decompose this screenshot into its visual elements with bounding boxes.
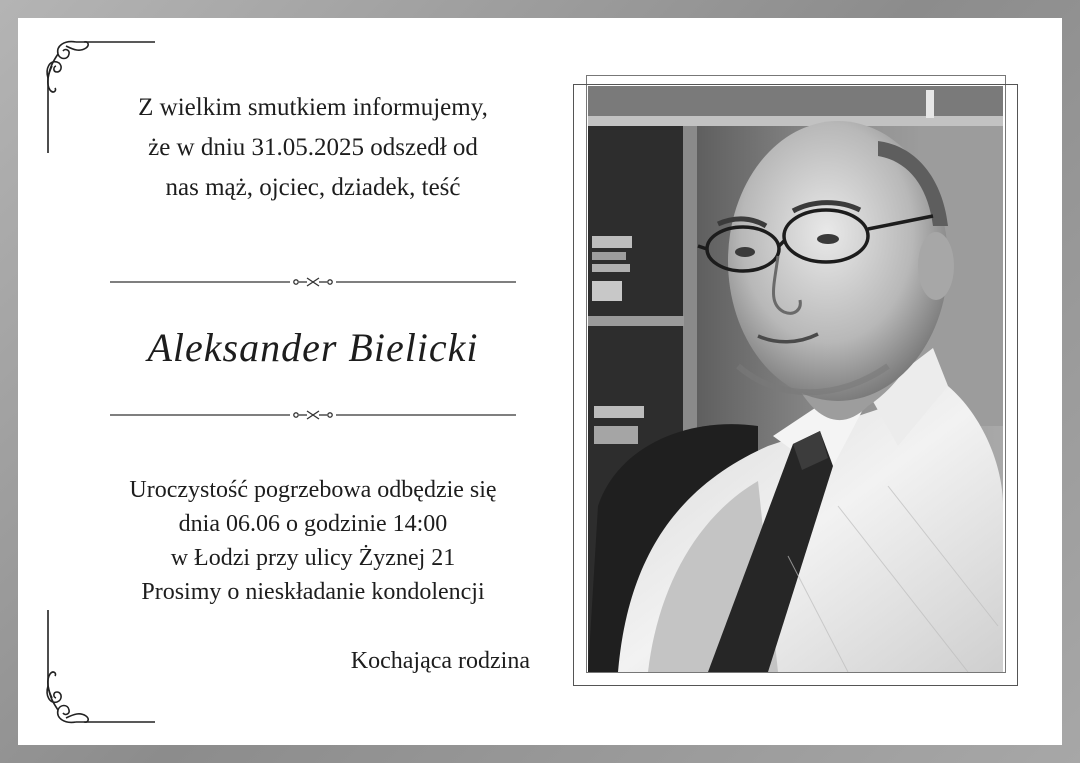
deceased-name: Aleksander Bielicki xyxy=(147,325,479,370)
ceremony-line: dnia 06.06 o godzinie 14:00 xyxy=(178,511,448,537)
ceremony-line: Prosimy o nieskładanie kondolencji xyxy=(141,579,485,605)
signature: Kochająca rodzina xyxy=(350,648,530,674)
intro-text xyxy=(78,88,548,208)
ceremony-line: w Łodzi przy ulicy Żyznej 21 xyxy=(170,545,456,571)
intro-line: Z wielkim smutkiem informujemy, xyxy=(138,94,488,121)
portrait-photo xyxy=(588,86,1003,672)
ornamental-divider-icon xyxy=(110,409,516,421)
intro-line: że w dniu 31.05.2025 odszedł od xyxy=(148,134,478,161)
ceremony-line: Uroczystość pogrzebowa odbędzie się xyxy=(129,477,497,503)
ornamental-divider-icon xyxy=(110,276,516,288)
portrait-illustration xyxy=(588,86,1003,672)
corner-flourish-bottom-left-icon xyxy=(40,606,160,726)
ceremony-info xyxy=(78,473,548,609)
intro-line: nas mąż, ojciec, dziadek, teść xyxy=(165,174,461,201)
obituary-card xyxy=(18,18,1062,745)
